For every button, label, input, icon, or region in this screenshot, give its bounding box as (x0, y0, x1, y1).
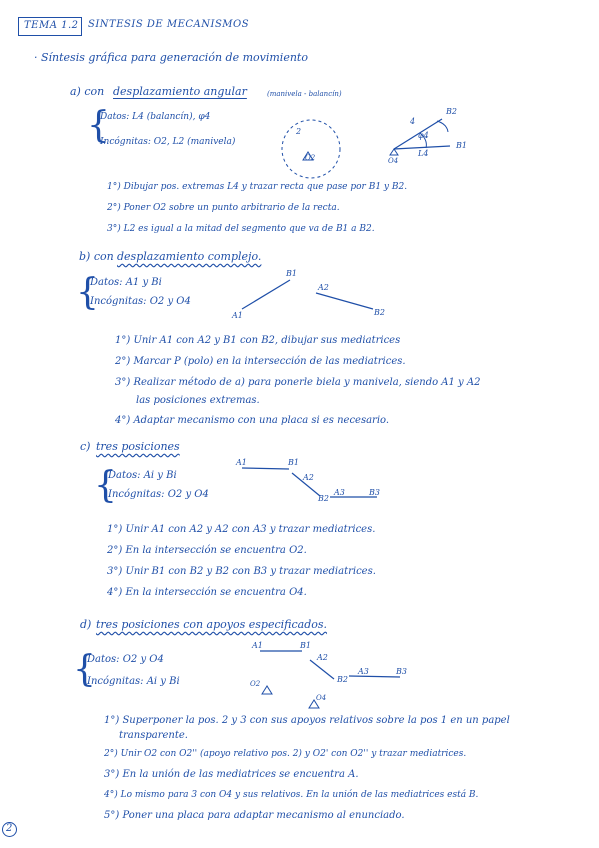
section-c-step-2: 2°) En la intersección se encuentra O2. (107, 545, 307, 556)
section-b-prefix: b) con (79, 250, 114, 263)
fig-c-B1: B1 (288, 458, 299, 467)
fig-c-A3: A3 (334, 488, 345, 497)
fig-a-two: 2 (296, 127, 302, 136)
brace-c: { (94, 465, 117, 506)
section-b-title: desplazamiento complejo. (117, 250, 262, 263)
section-d-incognitas: Incógnitas: Ai y Bi (87, 676, 180, 687)
fig-c-A1: A1 (236, 458, 247, 467)
fig-a-L4: L4 (418, 149, 429, 158)
fig-c-A2: A2 (303, 473, 314, 482)
brace-a: { (87, 105, 110, 146)
fig-d-B1: B1 (300, 641, 311, 650)
section-a-step-2: 2°) Poner O2 sobre un punto arbitrario de la recta. (107, 203, 340, 213)
fig-a-B1: B1 (456, 141, 467, 150)
fig-b-A1: A1 (232, 311, 243, 320)
fig-d-B3: B3 (396, 667, 407, 676)
section-a-note: (manivela - balancín) (267, 90, 342, 98)
section-b-step-3-cont: las posiciones extremas. (136, 395, 260, 406)
brace-b: { (76, 272, 99, 313)
fig-a-phi: φ4 (418, 131, 429, 140)
page-title: SINTESIS DE MECANISMOS (88, 19, 250, 30)
fig-a-l4-short: 4 (410, 117, 416, 126)
topic-label: TEMA 1.2 (24, 20, 79, 31)
section-d-step-2: 2°) Unir O2 con O2'' (apoyo relativo pos. 2) y O2' con O2'' y trazar mediatrices. (104, 749, 467, 759)
fig-b-B2: B2 (374, 308, 385, 317)
section-c-title: tres posiciones (96, 440, 180, 453)
fig-b-A2: A2 (318, 283, 329, 292)
fig-c-B3: B3 (369, 488, 380, 497)
section-c-step-3: 3°) Unir B1 con B2 y B2 con B3 y trazar mediatrices. (107, 566, 376, 577)
section-b-step-4: 4°) Adaptar mecanismo con una placa si es necesario. (115, 415, 390, 426)
fig-d-A3: A3 (358, 667, 369, 676)
section-a-prefix: a) con (70, 85, 105, 98)
fig-b-B1: B1 (286, 269, 297, 278)
section-a-datos: Datos: L4 (balancín), φ4 (100, 112, 211, 122)
page-number-label: 2 (6, 823, 13, 834)
intro-heading: · Síntesis gráfica para generación de movimiento (34, 51, 308, 64)
fig-d-A1: A1 (252, 641, 263, 650)
fig-a-O4: O4 (388, 157, 399, 165)
fig-a-B2: B2 (446, 107, 457, 116)
section-c-step-1: 1°) Unir A1 con A2 y A2 con A3 y trazar mediatrices. (107, 524, 376, 535)
section-d-step-4: 4°) Lo mismo para 3 con O4 y sus relativos. En la unión de las mediatrices está B. (104, 790, 479, 800)
section-a-step-3: 3°) L2 es igual a la mitad del segmento que va de B1 a B2. (107, 224, 375, 234)
section-a-title: desplazamiento angular (113, 85, 247, 98)
brace-d: { (73, 649, 96, 690)
section-c-datos: Datos: Ai y Bi (108, 470, 177, 481)
fig-d-O4: O4 (316, 694, 327, 702)
section-c-prefix: c) (80, 440, 91, 453)
fig-d-A2: A2 (317, 653, 328, 662)
section-b-datos: Datos: A1 y Bi (90, 277, 162, 288)
section-d-prefix: d) (80, 618, 92, 631)
section-b-step-3: 3°) Realizar método de a) para ponerle biela y manivela, siendo A1 y A2 (115, 377, 481, 388)
section-d-step-1-cont: transparente. (119, 730, 188, 741)
section-d-datos: Datos: O2 y O4 (87, 654, 164, 665)
fig-c-B2: B2 (318, 494, 329, 503)
fig-a-o2: O2 (305, 154, 316, 162)
section-d-step-3: 3°) En la unión de las mediatrices se encuentra A. (104, 769, 359, 780)
section-d-title: tres posiciones con apoyos especificados. (96, 618, 328, 631)
section-b-step-2: 2°) Marcar P (polo) en la intersección de las mediatrices. (115, 356, 406, 367)
section-d-step-1: 1°) Superponer la pos. 2 y 3 con sus apoyos relativos sobre la pos 1 en un papel (104, 715, 510, 726)
section-c-incognitas: Incógnitas: O2 y O4 (108, 489, 209, 500)
section-d-step-5: 5°) Poner una placa para adaptar mecanismo al enunciado. (104, 810, 405, 821)
section-c-step-4: 4°) En la intersección se encuentra O4. (107, 587, 307, 598)
section-b-step-1: 1°) Unir A1 con A2 y B1 con B2, dibujar sus mediatrices (115, 335, 401, 346)
fig-d-O2: O2 (250, 680, 261, 688)
section-a-incognitas: Incógnitas: O2, L2 (manivela) (100, 137, 236, 147)
section-b-incognitas: Incógnitas: O2 y O4 (90, 296, 191, 307)
fig-d-B2: B2 (337, 675, 348, 684)
page-number (2, 822, 17, 837)
section-a-step-1: 1°) Dibujar pos. extremas L4 y trazar recta que pase por B1 y B2. (107, 182, 408, 192)
